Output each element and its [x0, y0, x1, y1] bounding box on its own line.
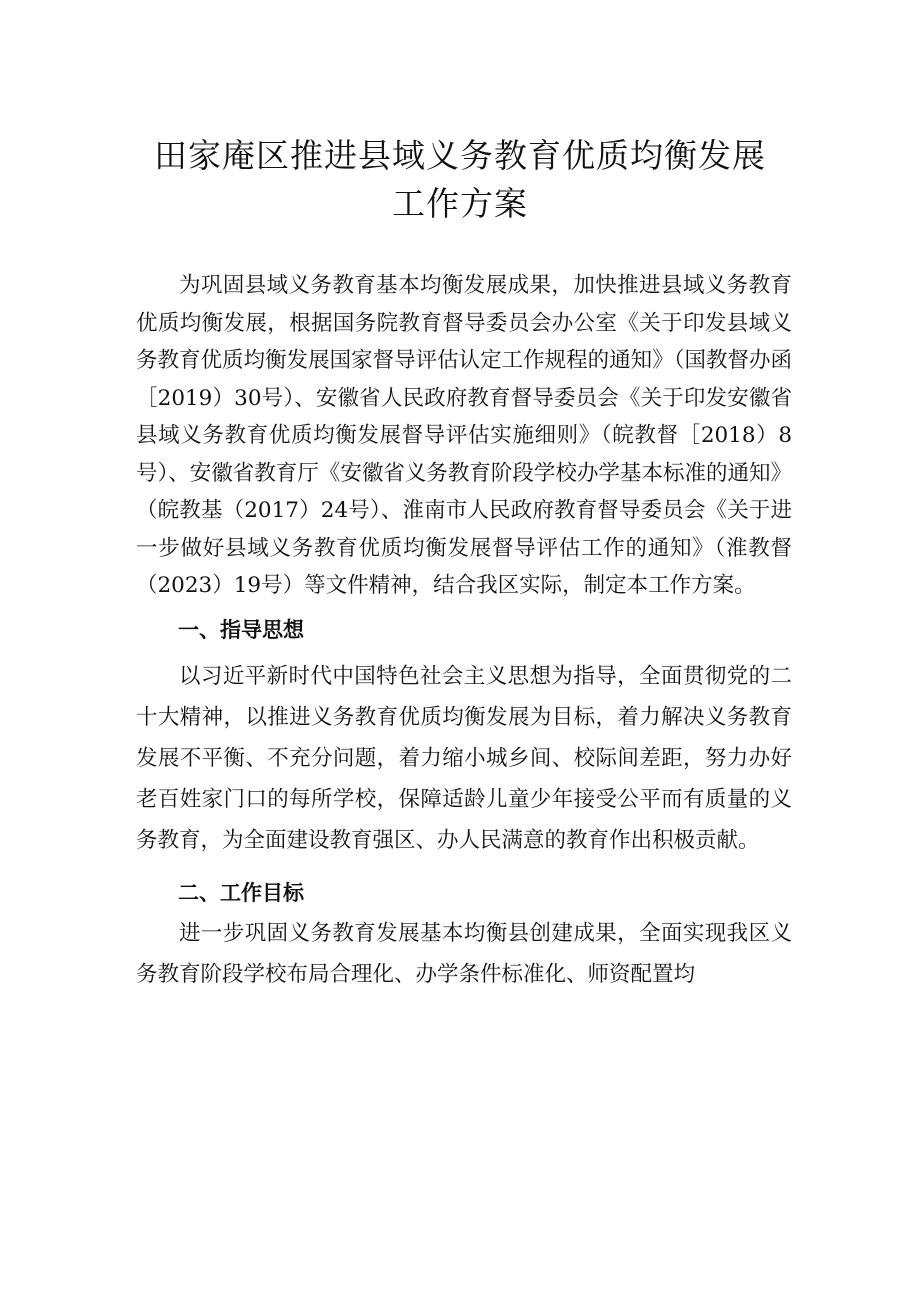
section-heading-work-goals: 二、工作目标 — [178, 881, 304, 905]
section-spacer — [136, 861, 792, 875]
intro-paragraph: 为巩固县域义务教育基本均衡发展成果，加快推进县域义务教育优质均衡发展，根据国务院教育督导委员会办公室《关于印发县域义务教育优质均衡发展国家督导评估认定工作规程的通知》（国教督办函［2019）30号）、安徽省人民政府教育督导委员会《关于印发安徽省县域义务教育优质均衡发展督导评估实施细则》（皖教督［2018）8号）、安徽省教育厅《安徽省义务教育阶段学校办学基本标准的通知》（皖教基（2017）24号）、淮南市人民政府教育督导委员会《关于进一步做好县域义务教育优质均衡发展督导评估工作的通知》（淮教督（2023）19号）等文件精神，结合我区实际，制定本工作方案。 — [136, 273, 792, 598]
document-title-line2: 工作方案 — [392, 184, 528, 223]
document-body — [136, 267, 792, 995]
document-title-line1: 田家庵区推进县域义务教育优质均衡发展 — [154, 136, 766, 175]
guiding-ideology-paragraph: 以习近平新时代中国特色社会主义思想为指导，全面贯彻党的二十大精神，以推进义务教育优质均衡发展为目标，着力解决义务教育发展不平衡、不充分问题，着力缩小城乡间、校际间差距，努力办好老百姓家门口的每所学校，保障适龄儿童少年接受公平而有质量的义务教育，为全面建设教育强区、办人民满意的教育作出积极贡献。 — [136, 664, 792, 853]
work-goals-paragraph: 进一步巩固义务教育发展基本均衡县创建成果，全面实现我区义务教育阶段学校布局合理化、办学条件标准化、师资配置均 — [136, 920, 792, 987]
section-heading-guiding-ideology: 一、指导思想 — [178, 617, 304, 642]
